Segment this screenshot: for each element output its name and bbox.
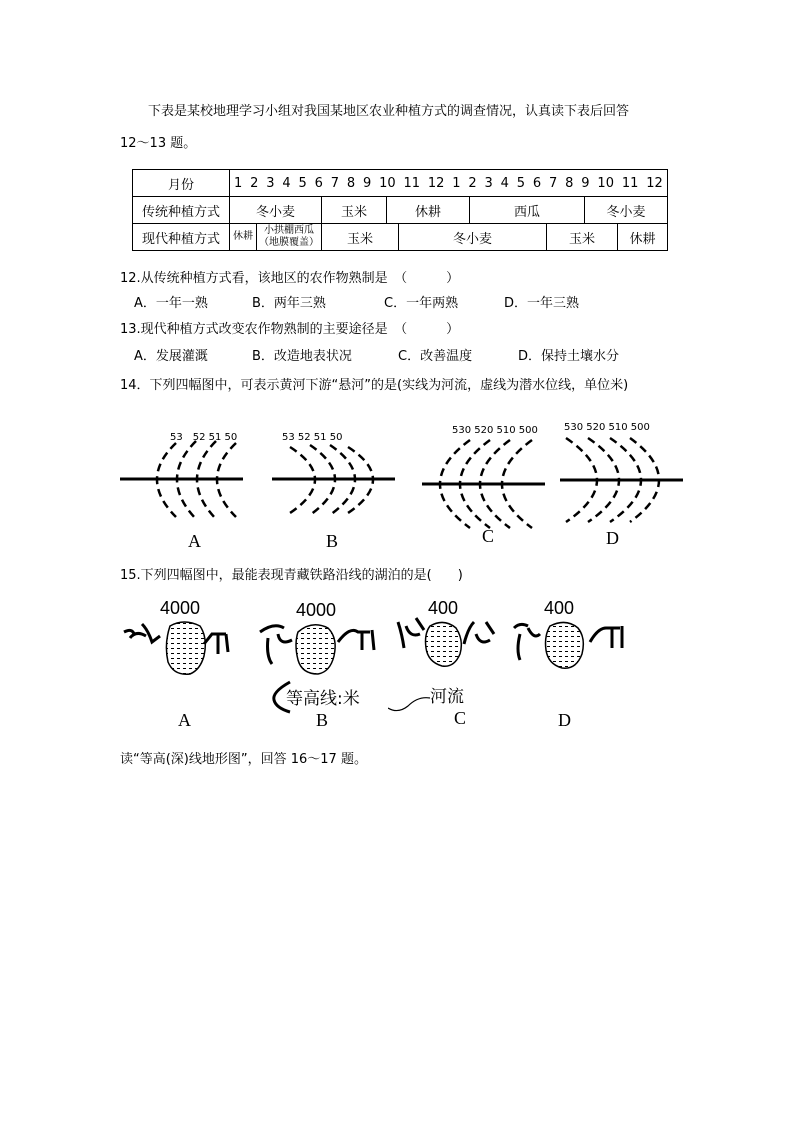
- figure-label: D: [606, 528, 619, 548]
- legend-river-label: 河流: [430, 687, 464, 707]
- month: 7: [549, 175, 558, 191]
- q15-stem: 15.下列四幅图中，最能表现青藏铁路沿线的湖泊的是( ): [120, 568, 463, 583]
- modern-cell: 休耕: [230, 224, 257, 251]
- q14-stem: 14．下列四幅图中，可表示黄河下游“悬河”的是(实线为河流，虚线为潜水位线，单位米): [120, 378, 629, 393]
- contour-values: 530 520 510 500: [564, 422, 650, 433]
- contour-line: [464, 622, 494, 644]
- q12-option: C．一年两熟: [384, 296, 459, 311]
- traditional-cell: 西瓜: [470, 197, 585, 224]
- traditional-cell: 玉米: [322, 197, 387, 224]
- month: 12: [427, 175, 445, 191]
- traditional-cell: 冬小麦: [230, 197, 322, 224]
- q15-figure-a: [122, 598, 242, 738]
- contour-values: 530 520 510 500: [452, 425, 538, 436]
- q13-option: A．发展灌溉: [134, 349, 208, 364]
- month: 10: [597, 175, 614, 191]
- water-table-diagram: [558, 430, 688, 535]
- crop-table: [132, 169, 668, 251]
- q13-option: B．改造地表状况: [252, 349, 352, 364]
- q12-option: D．一年三熟: [504, 296, 580, 311]
- figure-label: D: [558, 710, 571, 730]
- q12-option: B．两年三熟: [252, 296, 326, 311]
- figure-label: A: [188, 531, 201, 551]
- month-row: [230, 170, 668, 197]
- modern-cell-watermelon: [257, 224, 322, 251]
- traditional-cell: 冬小麦: [585, 197, 668, 224]
- lake-shape: [426, 622, 462, 666]
- month: 10: [379, 175, 396, 191]
- figure-label: C: [454, 708, 467, 728]
- elevation-label: 400: [428, 598, 459, 618]
- month: 1: [452, 175, 461, 191]
- month: 12: [646, 175, 663, 191]
- contour-line: [204, 634, 228, 654]
- lake-map: [122, 616, 242, 696]
- lake-shape: [296, 625, 335, 674]
- intro-line-2: 12～13 题。: [120, 136, 197, 151]
- contour-line: [398, 618, 424, 648]
- intro-line-1: 下表是某校地理学习小组对我国某地区农业种植方式的调查情况，认真读下表后回答: [148, 104, 630, 119]
- figure-label: B: [316, 710, 329, 730]
- elevation-label: 4000: [160, 598, 201, 618]
- q12-option: A．一年一熟: [134, 296, 208, 311]
- contour-line: [124, 624, 160, 642]
- q14-figure-a: [118, 425, 248, 555]
- traditional-label: 传统种植方式: [133, 197, 230, 224]
- q14-figure-d: [558, 418, 688, 550]
- figure-label: C: [482, 526, 495, 546]
- modern-cell: 冬小麦: [399, 224, 547, 251]
- table-header-month: 月份: [133, 170, 230, 197]
- month: 6: [314, 175, 323, 191]
- lake-shape: [546, 622, 584, 668]
- traditional-cell: 休耕: [387, 197, 470, 224]
- modern-cell-text: （地膜覆盖）: [259, 237, 319, 248]
- modern-cell: 休耕: [618, 224, 668, 251]
- figure-label: B: [326, 531, 339, 551]
- water-table-diagram: [270, 435, 400, 535]
- modern-label: 现代种植方式: [133, 224, 230, 251]
- q13-option: D．保持土壤水分: [518, 349, 620, 364]
- water-table-diagram: [118, 435, 248, 535]
- q14-figure-b: [270, 425, 400, 555]
- month: 2: [468, 175, 477, 191]
- lake-map: [510, 614, 640, 694]
- q15-legend: [268, 678, 488, 718]
- month: 3: [266, 175, 275, 191]
- month: 9: [363, 175, 372, 191]
- month: 6: [532, 175, 542, 191]
- month: 8: [565, 175, 574, 191]
- contour-line: [590, 626, 622, 648]
- month: 4: [282, 175, 291, 191]
- month: 5: [298, 175, 307, 191]
- contour-values: 53 52 51 50: [282, 432, 343, 443]
- month: 8: [346, 175, 356, 191]
- legend-contour-label: 等高线:米: [286, 689, 360, 709]
- month: 2: [250, 175, 259, 191]
- contour-values: 53 52 51 50: [170, 432, 238, 443]
- month: 11: [621, 175, 639, 191]
- contour-line: [260, 626, 292, 664]
- month: 7: [330, 175, 340, 191]
- elevation-label: 400: [544, 598, 575, 618]
- q13-stem: 13.现代种植方式改变农作物熟制的主要途径是 （ ）: [120, 322, 460, 337]
- contour-line: [514, 624, 540, 660]
- month: 1: [234, 175, 243, 191]
- q16-intro: 读“等高(深)线地形图”，回答 16～17 题。: [120, 752, 367, 767]
- month: 3: [484, 175, 493, 191]
- month: 5: [516, 175, 526, 191]
- q14-figure-c: [420, 420, 550, 550]
- q13-option: C．改善温度: [398, 349, 473, 364]
- figure-label: A: [178, 710, 191, 730]
- elevation-label: 4000: [296, 600, 337, 620]
- q12-stem: 12.从传统种植方式看，该地区的农作物熟制是 （ ）: [120, 271, 460, 286]
- modern-cell-text: 小拱棚西瓜: [264, 225, 314, 236]
- month: 9: [581, 175, 590, 191]
- modern-cell: 玉米: [322, 224, 399, 251]
- month: 11: [403, 175, 421, 191]
- lake-shape: [166, 622, 205, 674]
- modern-cell: 玉米: [547, 224, 618, 251]
- q15-figure-d: [510, 596, 640, 736]
- water-table-diagram: [420, 432, 550, 537]
- contour-line: [338, 630, 374, 650]
- month: 4: [500, 175, 509, 191]
